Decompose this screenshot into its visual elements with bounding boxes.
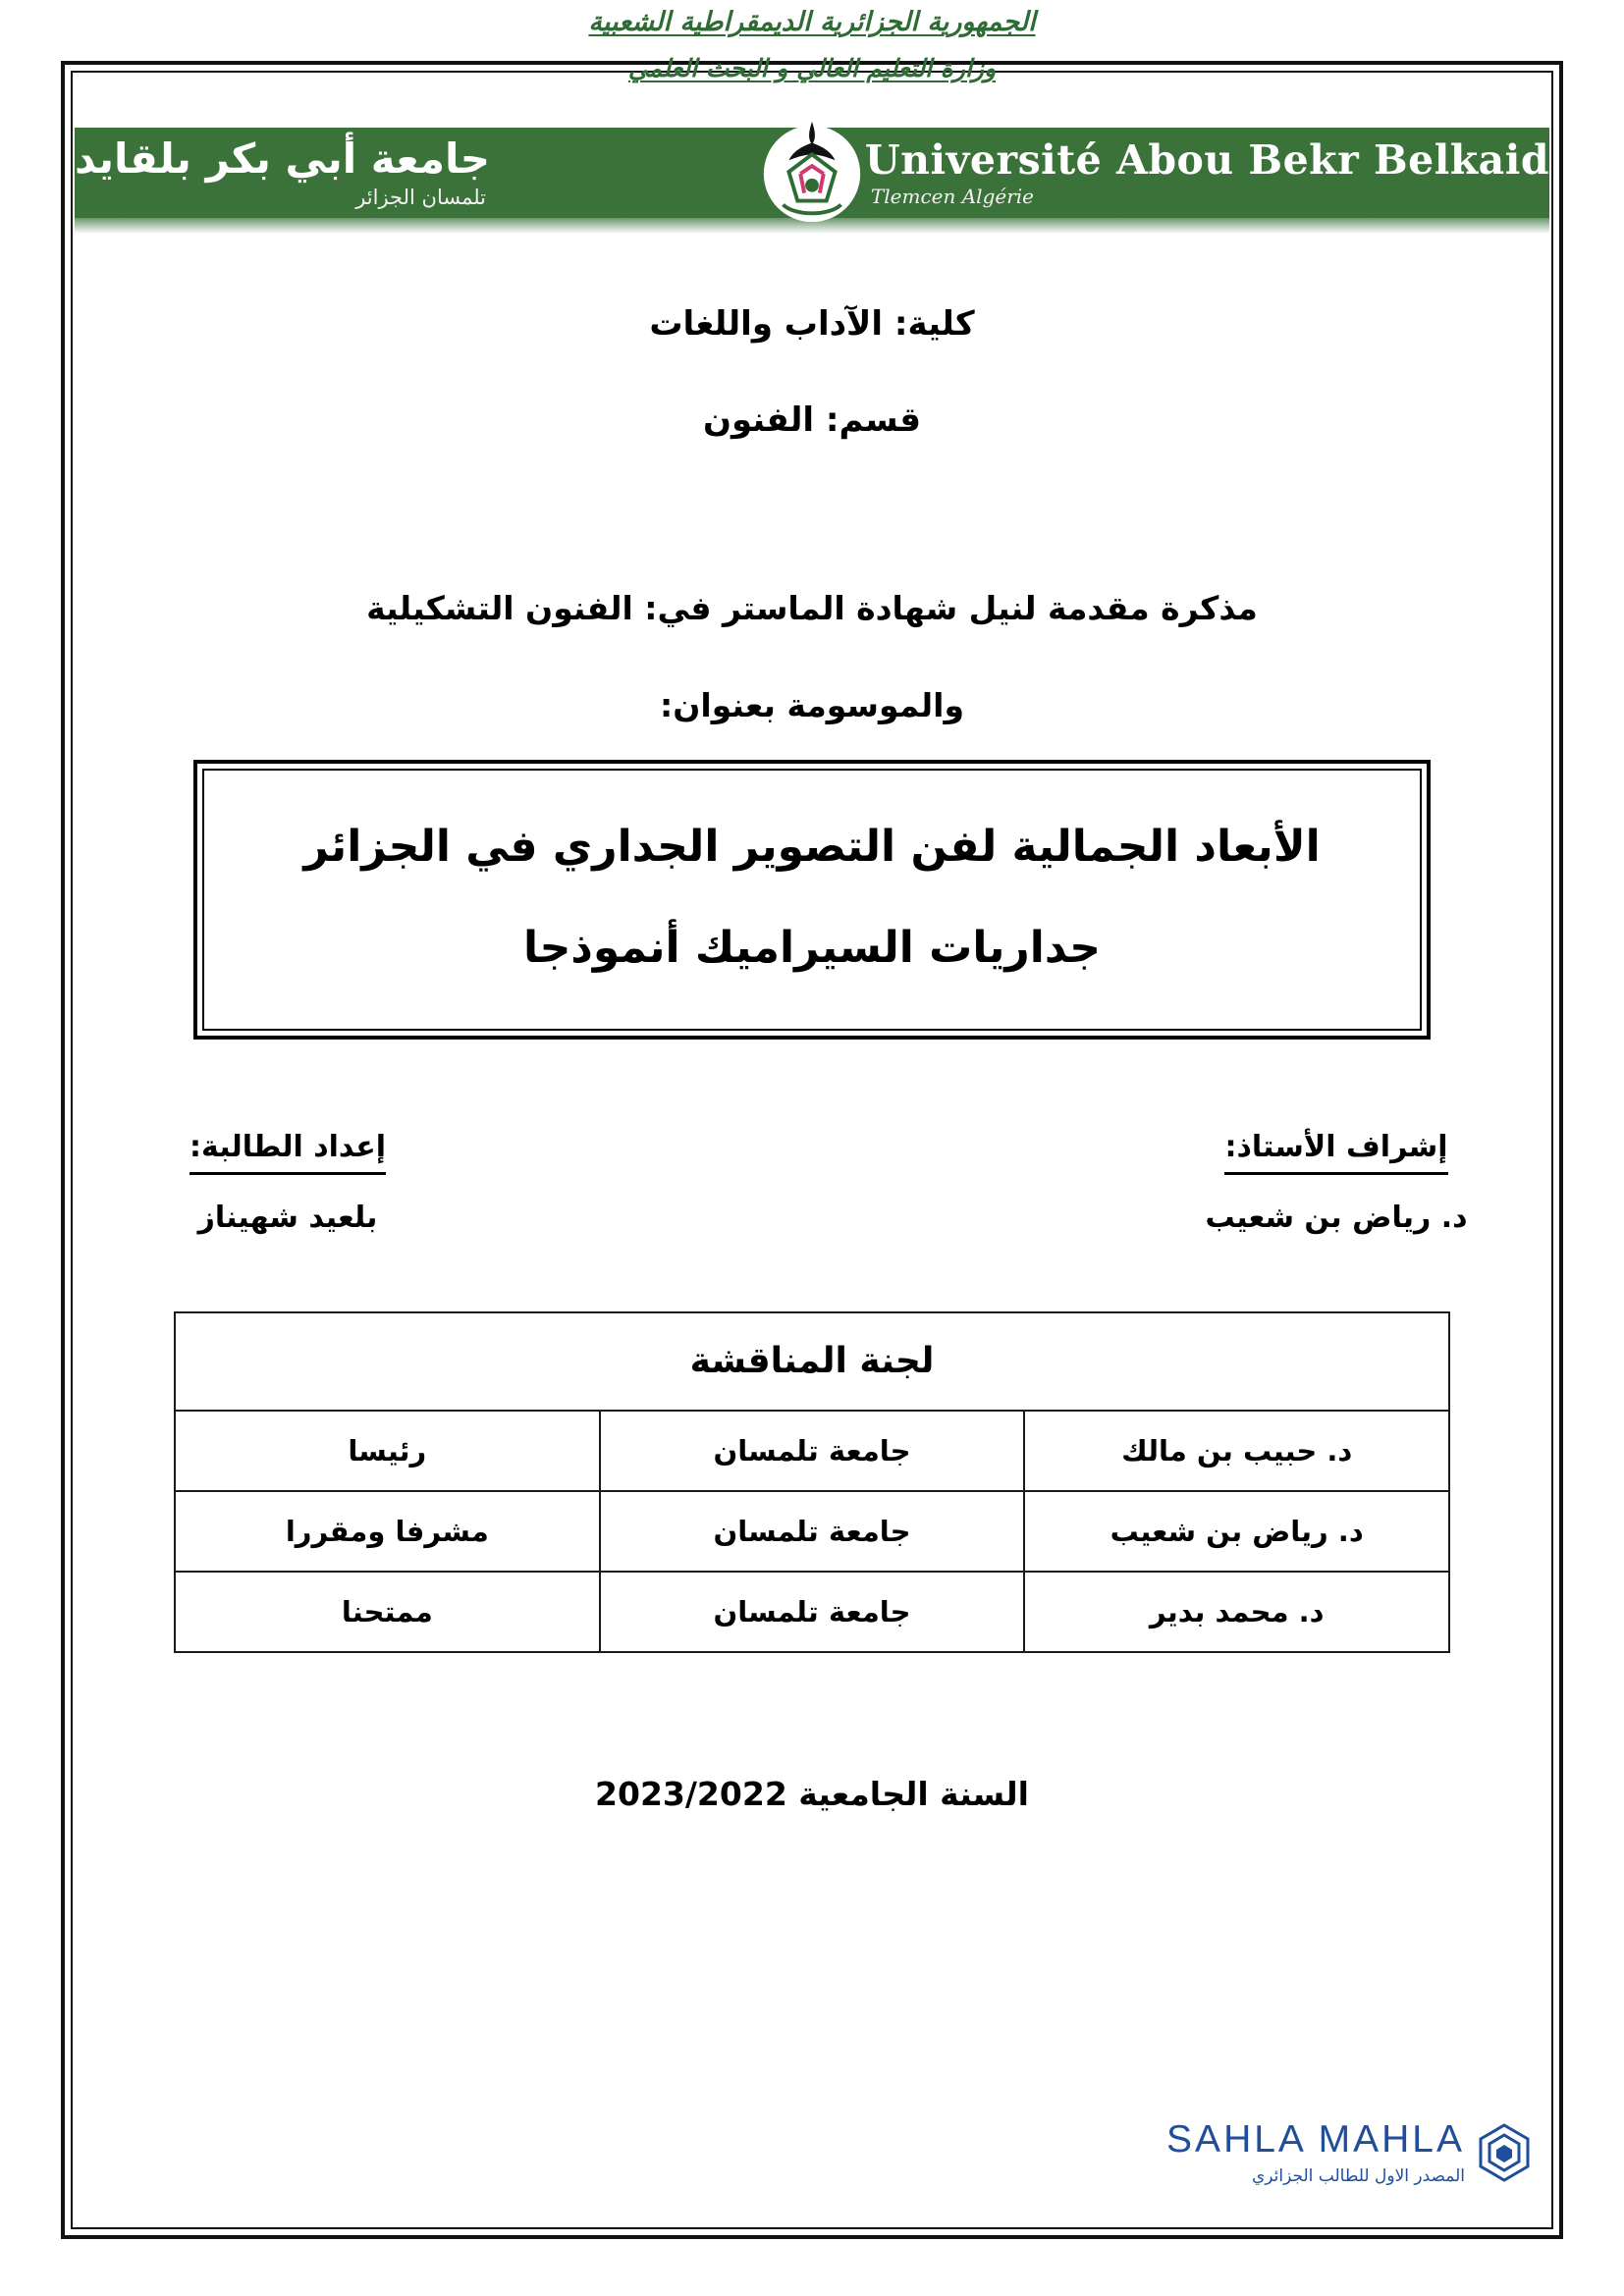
jury-table bbox=[174, 1311, 1450, 1653]
thesis-title-line-2: جداريات السيراميك أنموذجا bbox=[523, 923, 1101, 974]
jury-member-affiliation: جامعة تلمسان bbox=[600, 1411, 1025, 1491]
table-row bbox=[175, 1411, 1449, 1491]
academic-year: السنة الجامعية 2023/2022 bbox=[595, 1774, 1029, 1813]
thesis-title-box-inner bbox=[202, 769, 1422, 1031]
people-row bbox=[88, 1130, 1536, 1235]
university-name-french: Université Abou Bekr Belkaid bbox=[864, 135, 1549, 184]
student-role-label: إعداد الطالبة: bbox=[189, 1130, 386, 1175]
sahla-mahla-logo-icon bbox=[1479, 2123, 1530, 2182]
department-line: قسم: الفنون bbox=[702, 400, 922, 440]
university-city-arabic: تلمسان الجزائر bbox=[355, 185, 487, 209]
student-name: بلعيد شهيناز bbox=[197, 1200, 378, 1235]
university-name-french-block bbox=[843, 135, 1549, 208]
jury-member-role: ممتحنا bbox=[175, 1572, 600, 1652]
faculty-line: كلية: الآداب واللغات bbox=[649, 304, 975, 344]
university-city-french: Tlemcen Algérie bbox=[870, 184, 1035, 208]
student-block bbox=[126, 1130, 450, 1235]
jury-member-role: مشرفا ومقررا bbox=[175, 1491, 600, 1572]
jury-member-affiliation: جامعة تلمسان bbox=[600, 1491, 1025, 1572]
table-row bbox=[175, 1572, 1449, 1652]
watermark-brand: SAHLA MAHLA bbox=[1166, 2118, 1465, 2162]
watermark bbox=[1166, 2119, 1530, 2186]
university-name-arabic: جامعة أبي بكر بلقايد bbox=[75, 133, 491, 183]
jury-member-name: د. محمد بدير bbox=[1024, 1572, 1449, 1652]
thesis-title-line-1: الأبعاد الجمالية لفن التصوير الجداري في الجزائر bbox=[303, 822, 1321, 872]
university-crest-icon bbox=[754, 116, 870, 232]
table-row bbox=[175, 1491, 1449, 1572]
jury-table-wrapper bbox=[174, 1311, 1450, 1653]
watermark-tagline: المصدر الاول للطالب الجزائري bbox=[1252, 2166, 1465, 2187]
degree-line: مذكرة مقدمة لنيل شهادة الماستر في: الفنون التشكيلية bbox=[366, 589, 1258, 627]
university-name-arabic-block bbox=[75, 133, 512, 209]
ministry-header bbox=[0, 6, 1624, 84]
republic-line: الجمهورية الجزائرية الديمقراطية الشعبية bbox=[588, 7, 1036, 37]
jury-table-header-row bbox=[175, 1312, 1449, 1411]
supervisor-role-label: إشراف الأستاذ: bbox=[1224, 1130, 1447, 1175]
jury-table-body bbox=[175, 1411, 1449, 1652]
supervisor-name: د. رياض بن شعيب bbox=[1205, 1200, 1468, 1235]
jury-member-name: د. رياض بن شعيب bbox=[1024, 1491, 1449, 1572]
tagged-line: والموسومة بعنوان: bbox=[660, 686, 964, 724]
university-banner bbox=[75, 128, 1549, 218]
jury-member-name: د. حبيب بن مالك bbox=[1024, 1411, 1449, 1491]
supervisor-block bbox=[1174, 1130, 1498, 1235]
ministry-line: وزارة التعليم العالي و البحث العلمي bbox=[627, 54, 997, 82]
cover-content bbox=[88, 245, 1536, 1813]
watermark-text-block bbox=[1166, 2119, 1465, 2186]
jury-table-title: لجنة المناقشة bbox=[175, 1312, 1449, 1411]
jury-member-affiliation: جامعة تلمسان bbox=[600, 1572, 1025, 1652]
jury-member-role: رئيسا bbox=[175, 1411, 600, 1491]
thesis-title-box bbox=[193, 760, 1431, 1040]
